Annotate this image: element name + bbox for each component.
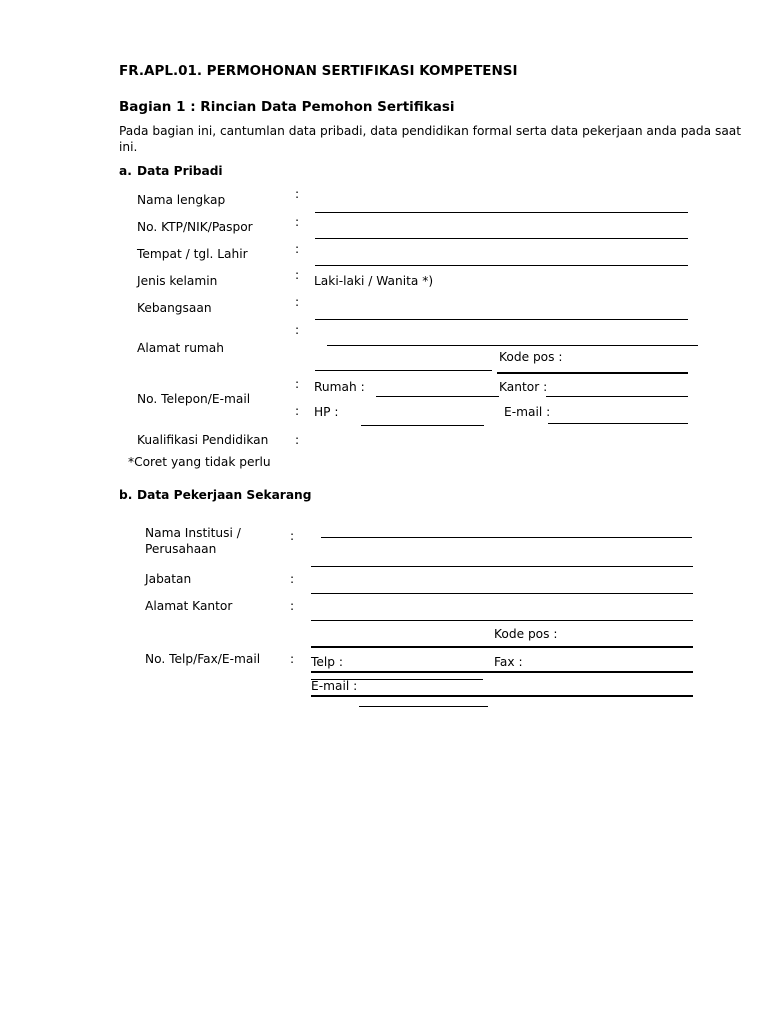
mobile-label: HP : [314, 405, 339, 419]
footnote: *Coret yang tidak perlu [128, 455, 271, 469]
gender-label: Jenis kelamin [137, 274, 218, 288]
work-email-label: E-mail : [311, 679, 358, 693]
address-field-line2[interactable] [315, 370, 492, 371]
full-name-colon: : [295, 187, 300, 201]
education-colon: : [295, 433, 300, 447]
address-colon: : [295, 323, 300, 337]
work-phone-label: Telp : [311, 655, 343, 669]
position-colon: : [290, 572, 295, 586]
position-field[interactable] [311, 593, 693, 594]
address-label: Alamat rumah [137, 341, 224, 355]
id-number-field[interactable] [315, 238, 688, 239]
fax-label: Fax : [494, 655, 523, 669]
office-address-colon: : [290, 599, 295, 613]
phone-colon-1: : [295, 377, 300, 391]
office-address-label: Alamat Kantor [145, 599, 233, 613]
institution-colon: : [290, 529, 295, 543]
personal-email-field[interactable] [548, 423, 688, 424]
employment-heading-letter: b. [119, 488, 133, 502]
position-label: Jabatan [145, 572, 192, 586]
home-postal-code-label: Kode pos : [499, 350, 563, 364]
mobile-field[interactable] [361, 425, 484, 426]
office-postal-code-label: Kode pos : [494, 627, 558, 641]
personal-heading-letter: a. [119, 164, 132, 178]
nationality-field[interactable] [315, 319, 688, 320]
home-phone-label: Rumah : [314, 380, 365, 394]
institution-field[interactable] [321, 537, 692, 538]
institution-label-line2: Perusahaan [145, 542, 217, 556]
personal-heading: Data Pribadi [137, 164, 223, 178]
birth-field[interactable] [315, 265, 688, 266]
office-address-field[interactable] [311, 620, 693, 621]
document-title: FR.APL.01. PERMOHONAN SERTIFIKASI KOMPETENSI [119, 63, 518, 79]
work-contact-label: No. Telp/Fax/E-mail [145, 652, 261, 666]
intro-text-line2: ini. [119, 140, 138, 154]
gender-colon: : [295, 268, 300, 282]
employment-heading: Data Pekerjaan Sekarang [137, 488, 312, 502]
nationality-label: Kebangsaan [137, 301, 212, 315]
birth-label: Tempat / tgl. Lahir [137, 247, 248, 261]
work-contact-colon: : [290, 652, 295, 666]
education-label: Kualifikasi Pendidikan [137, 433, 269, 447]
work-phone-fax-field[interactable] [311, 671, 693, 673]
office-phone-label: Kantor : [499, 380, 548, 394]
id-number-colon: : [295, 215, 300, 229]
institution-field-line2[interactable] [311, 566, 693, 567]
id-number-label: No. KTP/NIK/Paspor [137, 220, 253, 234]
full-name-label: Nama lengkap [137, 193, 226, 207]
work-email-underline[interactable] [359, 706, 488, 707]
work-email-field[interactable] [311, 695, 693, 697]
phone-colon-2: : [295, 404, 300, 418]
section-heading: Bagian 1 : Rincian Data Pemohon Sertifikasi [119, 99, 455, 115]
address-field[interactable] [327, 345, 698, 346]
institution-label-line1: Nama Institusi / [145, 526, 241, 540]
phone-email-label: No. Telepon/E-mail [137, 392, 251, 406]
office-postal-code-field[interactable] [311, 646, 693, 648]
nationality-colon: : [295, 295, 300, 309]
home-phone-field[interactable] [376, 396, 499, 397]
personal-email-label: E-mail : [504, 405, 551, 419]
gender-value[interactable]: Laki-laki / Wanita *) [314, 274, 434, 288]
full-name-field[interactable] [315, 212, 688, 213]
office-phone-field[interactable] [546, 396, 688, 397]
birth-colon: : [295, 242, 300, 256]
home-postal-code-field[interactable] [497, 372, 688, 374]
intro-text-line1: Pada bagian ini, cantumlan data pribadi, data pendidikan formal serta data pekerjaan anda pada saat [119, 124, 742, 138]
